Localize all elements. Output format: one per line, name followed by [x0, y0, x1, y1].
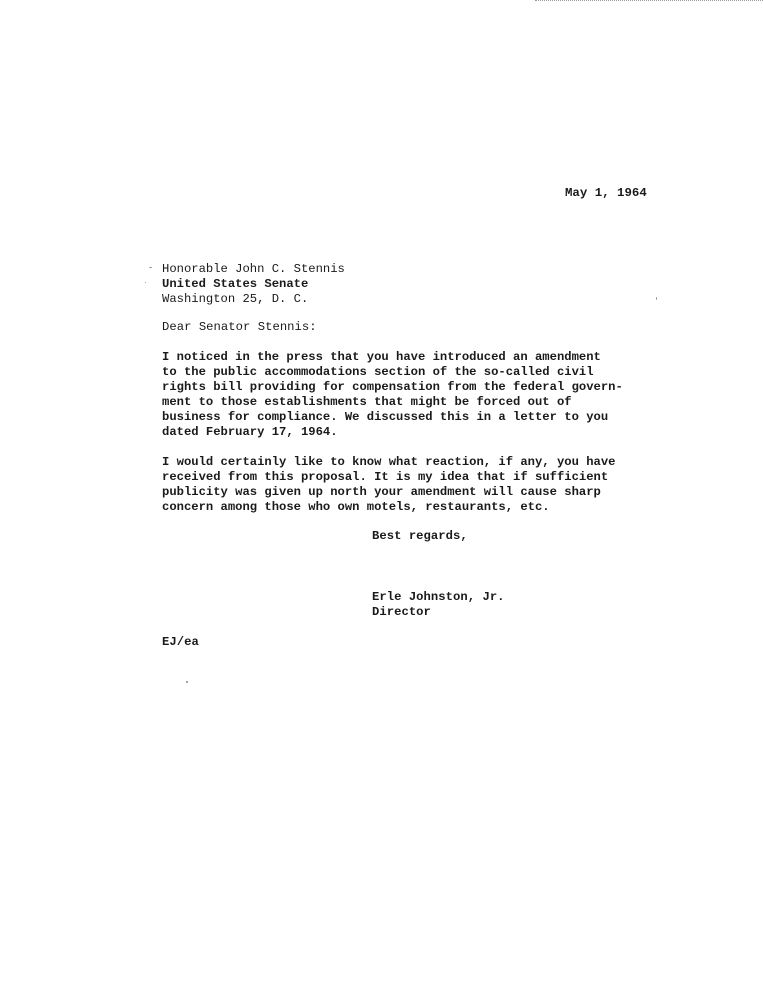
paragraph-line: concern among those who own motels, restaurants, etc. [162, 500, 550, 514]
page-edge-marks [535, 0, 763, 1]
recipient-line: United States Senate [162, 277, 309, 291]
letter-date: May 1, 1964 [565, 186, 647, 200]
paragraph-line: rights bill providing for compensation from the federal govern- [162, 380, 623, 394]
paper-speck [149, 267, 152, 268]
paragraph-line: I noticed in the press that you have introduced an amendment [162, 350, 601, 364]
paragraph-line: ment to those establishments that might be forced out of [162, 395, 572, 409]
signer-title: Director [372, 605, 431, 619]
closing: Best regards, [372, 529, 468, 543]
paragraph-line: publicity was given up north your amendment will cause sharp [162, 485, 601, 499]
signer-name: Erle Johnston, Jr. [372, 590, 505, 604]
recipient-line: Washington 25, D. C. [162, 292, 309, 306]
paper-speck [145, 282, 146, 283]
paragraph-line: I would certainly like to know what reaction, if any, you have [162, 455, 616, 469]
paper-speck [656, 297, 657, 300]
paragraph-line: received from this proposal. It is my idea that if sufficient [162, 470, 609, 484]
body-paragraph-1 [162, 350, 623, 440]
salutation: Dear Senator Stennis: [162, 320, 317, 334]
paper-speck [186, 681, 188, 683]
recipient-line: Honorable John C. Stennis [162, 262, 345, 276]
paragraph-line: business for compliance. We discussed this in a letter to you [162, 410, 609, 424]
paragraph-line: dated February 17, 1964. [162, 425, 338, 439]
reference-initials: EJ/ea [162, 635, 199, 649]
body-paragraph-2 [162, 455, 615, 515]
recipient-address [162, 262, 345, 307]
paragraph-line: to the public accommodations section of the so-called civil [162, 365, 594, 379]
